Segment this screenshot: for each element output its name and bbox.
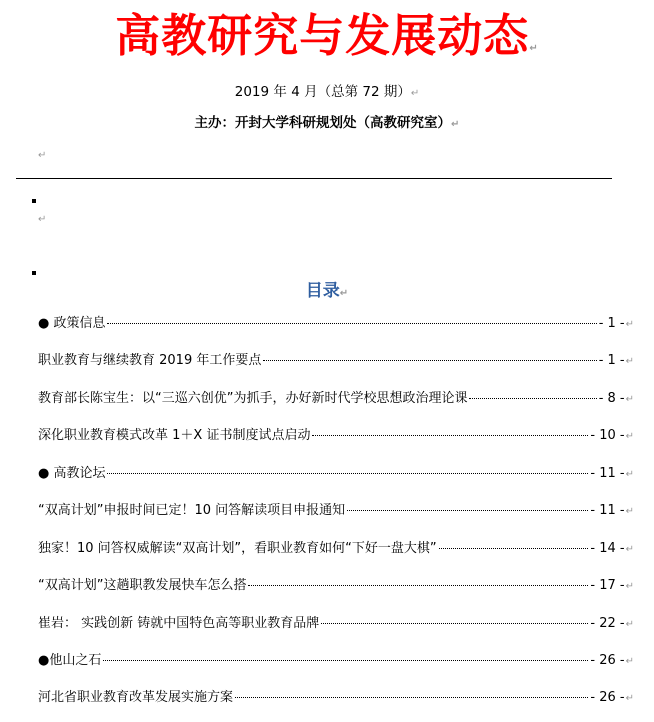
toc-entry-page: - 10 - [590, 428, 625, 443]
toc-entry-page: - 1 - [598, 316, 625, 331]
paragraph-mark-icon: ↵ [625, 394, 634, 405]
toc-leader-dots [235, 697, 588, 698]
paragraph-mark-icon: ↵ [410, 88, 420, 99]
paragraph-mark-icon: ↵ [529, 43, 539, 54]
paragraph-mark-icon: ↵ [38, 214, 47, 225]
paragraph-mark-icon: ↵ [625, 469, 634, 480]
toc-entry-text: 河北省职业教育改革发展实施方案 [38, 690, 234, 705]
paragraph-mark-icon: ↵ [625, 693, 634, 704]
header-divider [16, 178, 612, 179]
toc-entry[interactable] [38, 389, 634, 409]
paragraph-mark-icon: ↵ [625, 431, 634, 442]
toc-leader-dots [248, 585, 588, 586]
publication-title: 高教研究与发展动态↵ [115, 9, 539, 62]
toc-leader-dots [469, 398, 596, 399]
toc-entry[interactable] [38, 576, 634, 596]
paragraph-mark-icon: ↵ [625, 356, 634, 367]
toc-entry-page: - 1 - [598, 353, 625, 368]
toc-entry[interactable] [38, 314, 634, 334]
toc-entry-text: 崔岩： 实践创新 铸就中国特色高等职业教育品牌 [38, 616, 320, 631]
bullet-square-icon [32, 271, 36, 275]
toc-leader-dots [103, 660, 588, 661]
paragraph-mark-icon: ↵ [451, 119, 460, 130]
issue-date: 2019 年 4 月（总第 72 期）↵ [234, 84, 420, 100]
toc-entry-page: - 22 - [590, 616, 625, 631]
toc-entry[interactable] [38, 464, 634, 484]
toc-leader-dots [107, 323, 596, 324]
toc-entry[interactable] [38, 426, 634, 446]
toc-leader-dots [439, 548, 589, 549]
toc-leader-dots [107, 473, 588, 474]
paragraph-mark-icon: ↵ [625, 319, 634, 330]
toc-entry-page: - 26 - [590, 653, 625, 668]
paragraph-mark-icon: ↵ [625, 506, 634, 517]
toc-entry-page: - 11 - [590, 466, 625, 481]
toc-entry-page: - 8 - [598, 391, 625, 406]
toc-entry[interactable] [38, 614, 634, 634]
toc-entry-page: - 26 - [590, 690, 625, 705]
toc-entry-text: 教育部长陈宝生：以“三巡六创优”为抓手，办好新时代学校思想政治理论课 [38, 391, 468, 406]
toc-entry-page: - 17 - [590, 578, 625, 593]
host-organization: 主办：开封大学科研规划处（高教研究室）↵ [194, 115, 460, 131]
paragraph-mark-icon: ↵ [625, 581, 634, 592]
toc-entry-text: ● 高教论坛 [38, 466, 106, 481]
paragraph-mark-icon: ↵ [625, 619, 634, 630]
toc-entry[interactable] [38, 651, 634, 671]
toc-entry-text: ●他山之石 [38, 653, 102, 668]
paragraph-mark-icon: ↵ [339, 288, 349, 299]
toc-leader-dots [312, 435, 588, 436]
toc-entry[interactable] [38, 501, 634, 521]
toc-entry-text: 独家！10 问答权威解读“双高计划”，看职业教育如何“下好一盘大棋” [38, 541, 437, 556]
bullet-square-icon [32, 199, 36, 203]
toc-entry[interactable] [38, 539, 634, 559]
toc-entry-page: - 14 - [590, 541, 625, 556]
paragraph-mark-icon: ↵ [625, 544, 634, 555]
toc-leader-dots [347, 510, 588, 511]
toc-entry[interactable] [38, 688, 634, 708]
toc-leader-dots [263, 360, 596, 361]
paragraph-mark-icon: ↵ [38, 150, 47, 161]
toc-entry-text: 职业教育与继续教育 2019 年工作要点 [38, 353, 262, 368]
toc-heading: 目录↵ [305, 281, 349, 301]
toc-entry-text: ● 政策信息 [38, 316, 106, 331]
toc-leader-dots [321, 623, 588, 624]
toc-entry-text: 深化职业教育模式改革 1＋X 证书制度试点启动 [38, 428, 311, 443]
toc-entry-page: - 11 - [590, 503, 625, 518]
toc-entry-text: “双高计划”这趟职教发展快车怎么搭 [38, 578, 247, 593]
toc-entry[interactable] [38, 351, 634, 371]
toc-entry-text: “双高计划”申报时间已定！10 问答解读项目申报通知 [38, 503, 346, 518]
paragraph-mark-icon: ↵ [625, 656, 634, 667]
